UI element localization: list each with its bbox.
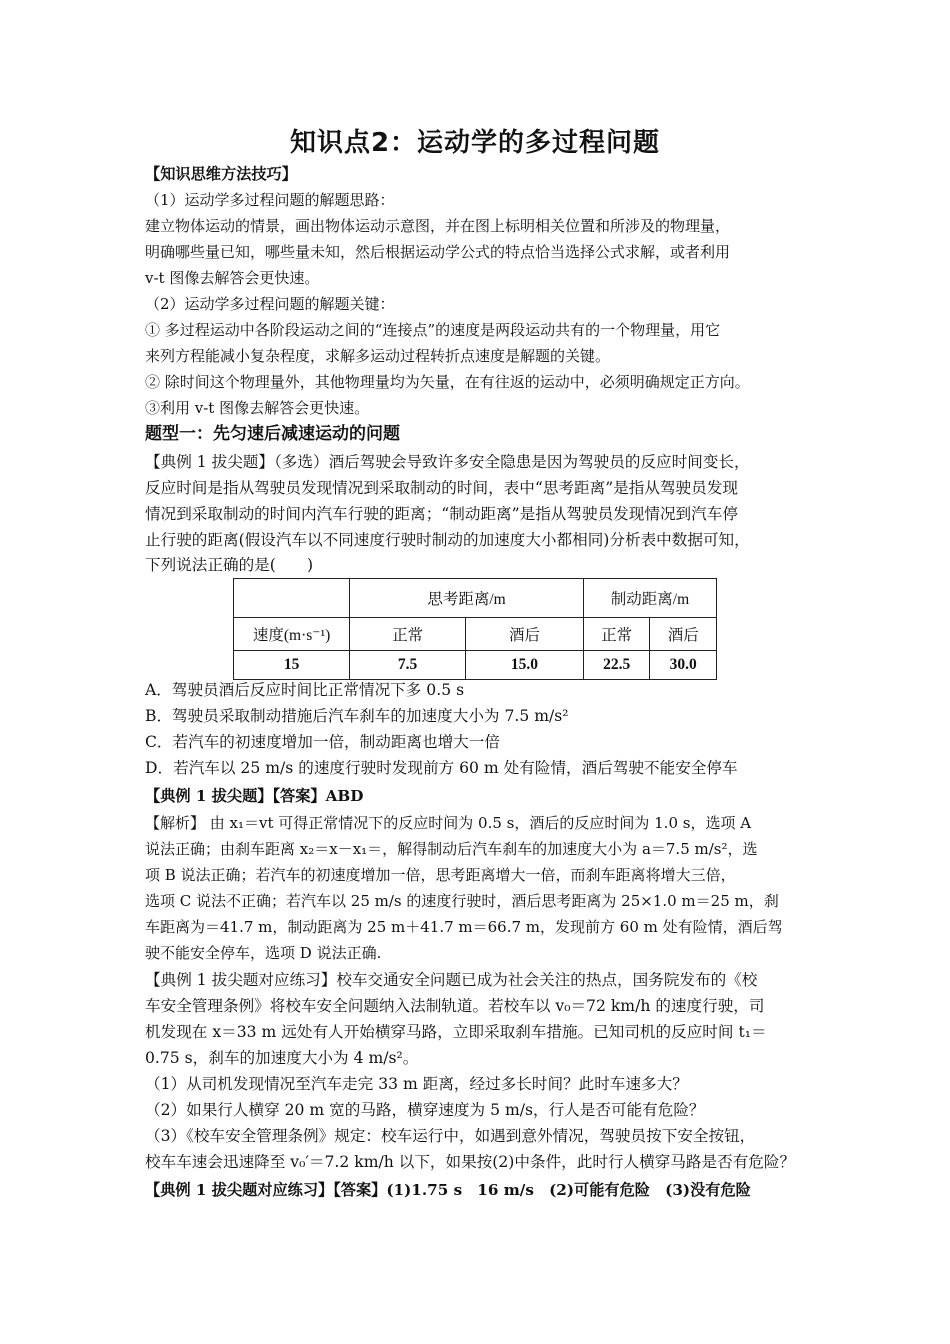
practice-question-1: （1）从司机发现情况至汽车走完 33 m 距离，经过多长时间？此时车速多大？ bbox=[145, 1075, 688, 1093]
table-speed-label: 速度(m·s⁻¹) bbox=[234, 618, 350, 651]
text-line: ③利用 v-t 图像去解答会更快速。 bbox=[145, 399, 370, 417]
option-c: C．若汽车的初速度增加一倍，制动距离也增大一倍 bbox=[145, 733, 500, 751]
text-line: ① 多过程运动中各阶段运动之间的“连接点”的速度是两段运动共有的一个物理量，用它 bbox=[145, 321, 721, 339]
practice-question-3-cont: 校车车速会迅速降至 v₀′＝7.2 km/h 以下，如果按(2)中条件，此时行人横穿马路是否有危险？ bbox=[145, 1153, 796, 1171]
practice-question-3: （3）《校车安全管理条例》规定：校车运行中，如遇到意外情况，驾驶员按下安全按钮， bbox=[145, 1127, 756, 1145]
practice-text: 0.75 s，刹车的加速度大小为 4 m/s²。 bbox=[145, 1049, 419, 1067]
text-line: 明确哪些量已知，哪些量未知，然后根据运动学公式的特点恰当选择公式求解，或者利用 bbox=[145, 243, 731, 261]
answer-line: 【典例 1 拔尖题】【答案】ABD bbox=[145, 787, 364, 805]
analysis-line: 说法正确；由刹车距离 x₂＝x－x₁＝，解得制动后汽车刹车的加速度大小为 a＝7.5 m/s²，选 bbox=[145, 840, 758, 858]
text-line: 来列方程能减小复杂程度，求解多运动过程转折点速度是解题的关键。 bbox=[145, 347, 611, 365]
analysis-line: 驶不能安全停车，选项 D 说法正确. bbox=[145, 944, 382, 962]
question-text: 下列说法正确的是( ) bbox=[145, 556, 314, 574]
practice-answer-line: 【典例 1 拔尖题对应练习】【答案】(1)1.75 s 16 m/s (2)可能有危险 (3)没有危险 bbox=[145, 1181, 751, 1199]
distance-table bbox=[233, 578, 717, 680]
analysis-line: 【解析】 由 x₁＝vt 可得正常情况下的反应时间为 0.5 s，酒后的反应时间为 1.0 s，选项 A bbox=[145, 814, 752, 832]
table-cell-think-drunk: 15.0 bbox=[466, 651, 584, 680]
text-line: ② 除时间这个物理量外，其他物理量均为矢量，在有往返的运动中，必须明确规定正方向。 bbox=[145, 373, 750, 391]
section-label-knowledge: 【知识思维方法技巧】 bbox=[145, 165, 297, 183]
analysis-line: 项 B 说法正确；若汽车的初速度增加一倍，思考距离增大一倍，而刹车距离将增大三倍， bbox=[145, 866, 736, 884]
table-subheader-drunk: 酒后 bbox=[650, 618, 717, 651]
question-text: 情况到采取制动的时间内汽车行驶的距离；“制动距离”是指从驾驶员发现情况到汽车停 bbox=[145, 505, 738, 523]
table-subheader-normal: 正常 bbox=[350, 618, 466, 651]
table-cell-think-normal: 7.5 bbox=[350, 651, 466, 680]
table-cell-brake-normal: 22.5 bbox=[583, 651, 650, 680]
question-text: 【典例 1 拔尖题】（多选）酒后驾驶会导致许多安全隐患是因为驾驶员的反应时间变长， bbox=[145, 453, 750, 471]
practice-text: 车安全管理条例》将校车安全问题纳入法制轨道。若校车以 v₀＝72 km/h 的速度行驶，司 bbox=[145, 997, 765, 1015]
practice-text: 【典例 1 拔尖题对应练习】校车交通安全问题已成为社会关注的热点，国务院发布的《校 bbox=[145, 971, 758, 989]
table-cell-speed: 15 bbox=[234, 651, 350, 680]
text-line: 建立物体运动的情景，画出物体运动示意图，并在图上标明相关位置和所涉及的物理量， bbox=[145, 217, 731, 235]
question-text: 反应时间是指从驾驶员发现情况到采取制动的时间，表中“思考距离”是指从驾驶员发现 bbox=[145, 479, 738, 497]
question-text: 止行驶的距离(假设汽车以不同速度行驶时制动的加速度大小都相同)分析表中数据可知， bbox=[145, 531, 750, 549]
text-line: （2）运动学多过程问题的解题关键： bbox=[145, 295, 395, 313]
table-corner-cell bbox=[234, 579, 350, 618]
analysis-line: 选项 C 说法不正确；若汽车以 25 m/s 的速度行驶时，酒后思考距离为 25×1.0 m＝25 m，刹 bbox=[145, 892, 779, 910]
page-title: 知识点2：运动学的多过程问题 bbox=[289, 128, 661, 158]
practice-text: 机发现在 x＝33 m 远处有人开始横穿马路，立即采取刹车措施。已知司机的反应时间 t₁＝ bbox=[145, 1023, 767, 1041]
table-subheader-normal: 正常 bbox=[583, 618, 650, 651]
text-line: （1）运动学多过程问题的解题思路： bbox=[145, 191, 395, 209]
option-a: A．驾驶员酒后反应时间比正常情况下多 0.5 s bbox=[145, 681, 465, 699]
option-d: D．若汽车以 25 m/s 的速度行驶时发现前方 60 m 处有险情，酒后驾驶不能安全停车 bbox=[145, 759, 738, 777]
analysis-line: 车距离为＝41.7 m，制动距离为 25 m＋41.7 m＝66.7 m，发现前方 60 m 处有险情，酒后驾 bbox=[145, 918, 783, 936]
table-header-think: 思考距离/m bbox=[350, 579, 584, 618]
text-line: v-t 图像去解答会更快速。 bbox=[145, 269, 320, 287]
table-header-brake: 制动距离/m bbox=[583, 579, 716, 618]
table-cell-brake-drunk: 30.0 bbox=[650, 651, 717, 680]
practice-question-2: （2）如果行人横穿 20 m 宽的马路，横穿速度为 5 m/s，行人是否可能有危险？ bbox=[145, 1101, 705, 1119]
table-subheader-drunk: 酒后 bbox=[466, 618, 584, 651]
option-b: B．驾驶员采取制动措施后汽车刹车的加速度大小为 7.5 m/s² bbox=[145, 707, 569, 725]
section-heading-type-one: 题型一：先匀速后减速运动的问题 bbox=[145, 424, 400, 444]
